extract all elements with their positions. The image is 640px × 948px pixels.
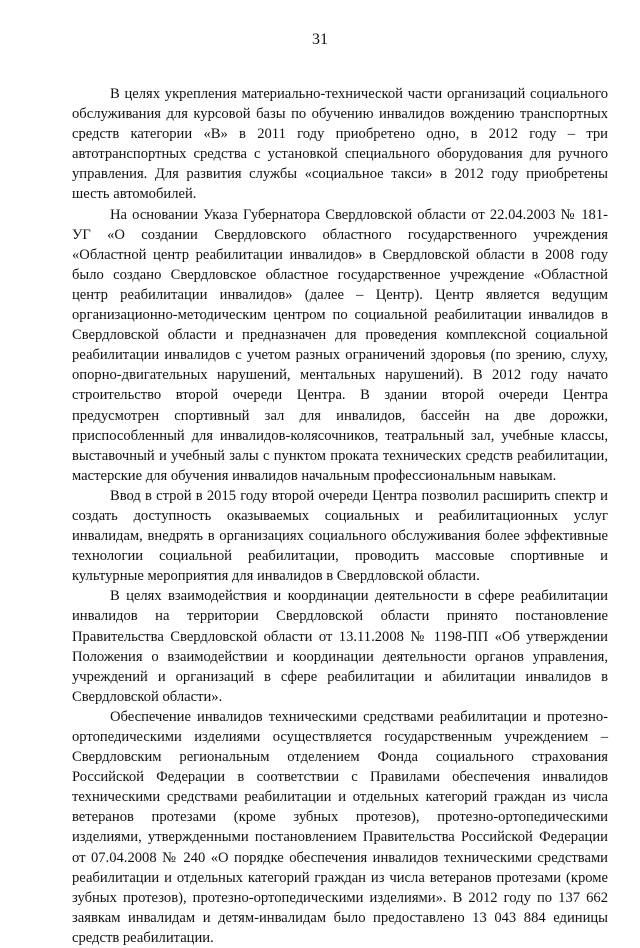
paragraph-vehicles: В целях укрепления материально-технической части организаций социального обслуживания для курсовой базы по обучению инвалидов вождению транспортных средств категории «В» в 2011 году приобретено одно, в 2012 году – три автотранспортных средства с установкой специального оборудования для ручного управления. Для развития службы «социальное такси» в 2012 году приобретены шесть автомобилей. — [72, 86, 608, 203]
paragraph-rehab-center: На основании Указа Губернатора Свердловской области от 22.04.2003 № 181-УГ «О создании Свердловского областного государственного учреждения «Областной центр реабилитации инвалидов» в Свердловской области в 2008 году было создано Свердловское областное государственное учреждение «Областной центр реабилитации инвалидов» (далее – Центр). Центр является ведущим организационно-методическим центром по социальной реабилитации инвалидов в Свердловской области и предназначен для проведения комплексной социальной реабилитации инвалидов с учетом разных ограничений здоровья (по зрению, слуху, опорно-двигательных нарушений, ментальных нарушений). В 2012 году начато строительство второй очереди Центра. В здании второй очереди Центра предусмотрен спортивный зал для инвалидов, бассейн на две дорожки, приспособленный для инвалидов-колясочников, театральный зал, учебные классы, выставочный и учебный залы с пунктом проката технических средств реабилитации, мастерские для обучения инвалидов начальным профессиональным навыкам. — [72, 206, 608, 484]
paragraph-coordination: В целях взаимодействия и координации деятельности в сфере реабилитации инвалидов на территории Свердловской области принято постановление Правительства Свердловской области от 13.11.2008 № 1198-ПП «Об утверждении Положения о взаимодействии и координации деятельности органов управления, учреждений и организаций в сфере реабилитации и абилитации инвалидов в Свердловской области». — [72, 588, 608, 705]
paragraph-technical-means: Обеспечение инвалидов техническими средствами реабилитации и протезно-ортопедическими изделиями осуществляется государственным учреждением – Свердловским региональным отделением Фонда социального страхования Российской Федерации в соответствии с Правилами обеспечения инвалидов техническими средствами реабилитации и отдельных категорий граждан из числа ветеранов протезами (кроме зубных протезов), протезно-ортопедическими изделиями, утвержденными постановлением Правительства Российской Федерации от 07.04.2008 № 240 «О порядке обеспечения инвалидов техническими средствами реабилитации и отдельных категорий граждан из числа ветеранов протезами (кроме зубных протезов), протезно-ортопедическими изделиями». В 2012 году по 137 662 заявкам инвалидам и детям-инвалидам было предоставлено 13 043 884 единицы средств реабилитации. — [72, 708, 608, 946]
paragraph-second-stage: Ввод в строй в 2015 году второй очереди Центра позволил расширить спектр и создать доступность оказываемых социальных и реабилитационных услуг инвалидам, внедрять в организациях социального обслуживания более эффективные технологии социальной реабилитации, проводить массовые спортивные и культурные мероприятия для инвалидов в Свердловской области. — [72, 487, 608, 585]
page-number: 31 — [312, 31, 328, 48]
document-body — [72, 84, 608, 948]
